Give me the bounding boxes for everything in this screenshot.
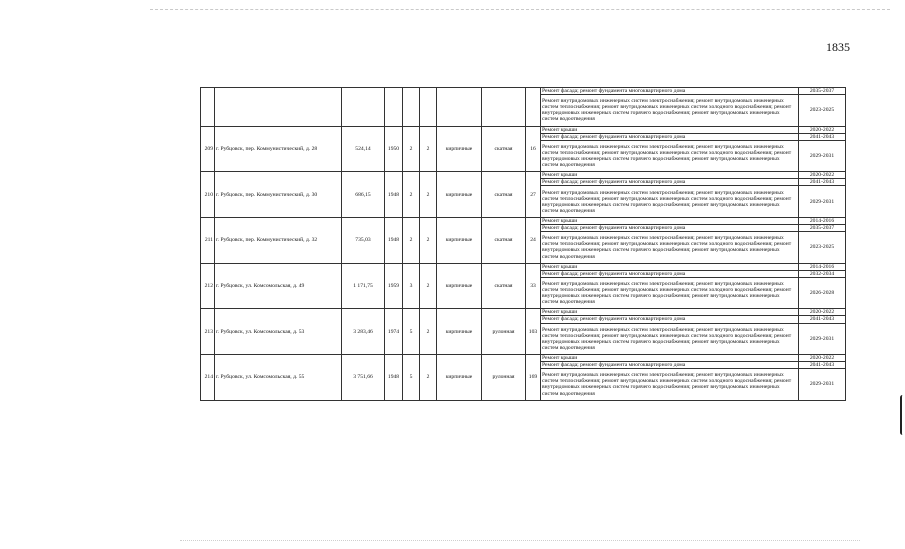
year-cell: 1948 xyxy=(385,217,403,263)
walls-cell xyxy=(437,88,482,127)
work-type-cell: Ремонт фасада; ремонт фундамента многоквартирного дома xyxy=(541,179,799,186)
roof-cell: скатная xyxy=(482,217,526,263)
work-type-cell: Ремонт крыши xyxy=(541,217,799,224)
work-type-cell: Ремонт крыши xyxy=(541,355,799,362)
area-cell: 524,14 xyxy=(342,126,385,172)
year-cell: 1959 xyxy=(385,263,403,309)
year-cell: 1974 xyxy=(385,309,403,355)
floors-cell: 5 xyxy=(403,355,420,401)
apartments-cell: 16 xyxy=(526,126,541,172)
table-row xyxy=(201,355,846,362)
address-cell xyxy=(215,88,342,127)
year-cell: 1948 xyxy=(385,172,403,218)
work-period-cell: 2032-2034 xyxy=(799,270,846,277)
work-period-cell: 2014-2016 xyxy=(799,217,846,224)
entrances-cell: 2 xyxy=(420,217,437,263)
work-period-cell: 2020-2022 xyxy=(799,309,846,316)
work-period-cell: 2026-2028 xyxy=(799,277,846,309)
address-cell: г. Рубцовск, пер. Коммунистический, д. 30 xyxy=(215,172,342,218)
table-row xyxy=(201,172,846,179)
address-cell: г. Рубцовск, пер. Коммунистический, д. 28 xyxy=(215,126,342,172)
entrances-cell xyxy=(420,88,437,127)
apartments-cell: 103 xyxy=(526,309,541,355)
work-type-cell: Ремонт внутридомовых инженерных систем электроснабжения; ремонт внутридомовых инженерных систем теплоснабжения; ремонт внутридомовых инженерных систем холодного водоснабжения; ремонт внутридомовых инженерных систем горячего водоснабжения; ремонт внутридомовых инженерных систем водоотведения xyxy=(541,95,799,127)
apartments-cell: 27 xyxy=(526,172,541,218)
walls-cell: кирпичные xyxy=(437,217,482,263)
roof-cell: скатная xyxy=(482,263,526,309)
work-period-cell: 2041-2043 xyxy=(799,179,846,186)
work-period-cell: 2041-2043 xyxy=(799,316,846,323)
year-cell xyxy=(385,88,403,127)
row-number: 210 xyxy=(201,172,215,218)
row-number: 212 xyxy=(201,263,215,309)
address-cell: г. Рубцовск, ул. Комсомольская, д. 53 xyxy=(215,309,342,355)
area-cell: 686,15 xyxy=(342,172,385,218)
page-number: 1835 xyxy=(826,40,850,54)
walls-cell: кирпичные xyxy=(437,263,482,309)
walls-cell: кирпичные xyxy=(437,172,482,218)
entrances-cell: 2 xyxy=(420,172,437,218)
row-number: 213 xyxy=(201,309,215,355)
work-type-cell: Ремонт внутридомовых инженерных систем электроснабжения; ремонт внутридомовых инженерных систем теплоснабжения; ремонт внутридомовых инженерных систем холодного водоснабжения; ремонт внутридомовых инженерных систем горячего водоснабжения; ремонт внутридомовых инженерных систем водоотведения xyxy=(541,369,799,401)
apartments-cell: 33 xyxy=(526,263,541,309)
roof-cell: рулонная xyxy=(482,309,526,355)
work-type-cell: Ремонт фасада; ремонт фундамента многоквартирного дома xyxy=(541,88,799,95)
floors-cell: 3 xyxy=(403,263,420,309)
walls-cell: кирпичные xyxy=(437,309,482,355)
floors-cell: 2 xyxy=(403,217,420,263)
work-period-cell: 2023-2025 xyxy=(799,232,846,264)
work-period-cell: 2029-2031 xyxy=(799,186,846,218)
area-cell: 3 283,46 xyxy=(342,309,385,355)
apartments-cell: 169 xyxy=(526,355,541,401)
entrances-cell: 2 xyxy=(420,263,437,309)
area-cell: 735,03 xyxy=(342,217,385,263)
address-cell: г. Рубцовск, ул. Комсомольская, д. 55 xyxy=(215,355,342,401)
work-type-cell: Ремонт крыши xyxy=(541,263,799,270)
work-period-cell: 2023-2025 xyxy=(799,95,846,127)
table-body xyxy=(201,88,846,401)
work-period-cell: 2035-2037 xyxy=(799,88,846,95)
roof-cell xyxy=(482,88,526,127)
binding-mark xyxy=(900,395,905,435)
row-number: 214 xyxy=(201,355,215,401)
work-type-cell: Ремонт внутридомовых инженерных систем электроснабжения; ремонт внутридомовых инженерных систем теплоснабжения; ремонт внутридомовых инженерных систем холодного водоснабжения; ремонт внутридомовых инженерных систем горячего водоснабжения; ремонт внутридомовых инженерных систем водоотведения xyxy=(541,232,799,264)
work-period-cell: 2041-2043 xyxy=(799,133,846,140)
roof-cell: рулонная xyxy=(482,355,526,401)
work-type-cell: Ремонт фасада; ремонт фундамента многоквартирного дома xyxy=(541,270,799,277)
floors-cell: 5 xyxy=(403,309,420,355)
work-period-cell: 2029-2031 xyxy=(799,369,846,401)
work-type-cell: Ремонт внутридомовых инженерных систем электроснабжения; ремонт внутридомовых инженерных систем теплоснабжения; ремонт внутридомовых инженерных систем холодного водоснабжения; ремонт внутридомовых инженерных систем горячего водоснабжения; ремонт внутридомовых инженерных систем водоотведения xyxy=(541,186,799,218)
work-type-cell: Ремонт фасада; ремонт фундамента многоквартирного дома xyxy=(541,362,799,369)
work-period-cell: 2020-2022 xyxy=(799,126,846,133)
work-type-cell: Ремонт внутридомовых инженерных систем электроснабжения; ремонт внутридомовых инженерных систем теплоснабжения; ремонт внутридомовых инженерных систем холодного водоснабжения; ремонт внутридомовых инженерных систем горячего водоснабжения; ремонт внутридомовых инженерных систем водоотведения xyxy=(541,140,799,172)
walls-cell: кирпичные xyxy=(437,355,482,401)
apartments-cell xyxy=(526,88,541,127)
roof-cell: скатная xyxy=(482,172,526,218)
work-period-cell: 2041-2043 xyxy=(799,362,846,369)
floors-cell xyxy=(403,88,420,127)
work-period-cell: 2035-2037 xyxy=(799,225,846,232)
area-cell: 3 751,66 xyxy=(342,355,385,401)
work-type-cell: Ремонт внутридомовых инженерных систем электроснабжения; ремонт внутридомовых инженерных систем теплоснабжения; ремонт внутридомовых инженерных систем холодного водоснабжения; ремонт внутридомовых инженерных систем горячего водоснабжения; ремонт внутридомовых инженерных систем водоотведения xyxy=(541,277,799,309)
work-period-cell: 2020-2022 xyxy=(799,355,846,362)
entrances-cell: 2 xyxy=(420,309,437,355)
row-number: 211 xyxy=(201,217,215,263)
work-period-cell: 2020-2022 xyxy=(799,172,846,179)
floors-cell: 2 xyxy=(403,172,420,218)
work-type-cell: Ремонт фасада; ремонт фундамента многоквартирного дома xyxy=(541,225,799,232)
entrances-cell: 2 xyxy=(420,126,437,172)
work-type-cell: Ремонт фасада; ремонт фундамента многоквартирного дома xyxy=(541,133,799,140)
work-type-cell: Ремонт внутридомовых инженерных систем электроснабжения; ремонт внутридомовых инженерных систем теплоснабжения; ремонт внутридомовых инженерных систем холодного водоснабжения; ремонт внутридомовых инженерных систем горячего водоснабжения; ремонт внутридомовых инженерных систем водоотведения xyxy=(541,323,799,355)
work-period-cell: 2029-2031 xyxy=(799,140,846,172)
address-cell: г. Рубцовск, ул. Комсомольская, д. 49 xyxy=(215,263,342,309)
floors-cell: 2 xyxy=(403,126,420,172)
work-type-cell: Ремонт крыши xyxy=(541,126,799,133)
scan-top-artifact xyxy=(150,9,890,10)
work-type-cell: Ремонт крыши xyxy=(541,172,799,179)
table-row xyxy=(201,263,846,270)
table-row xyxy=(201,309,846,316)
work-period-cell: 2014-2016 xyxy=(799,263,846,270)
address-cell: г. Рубцовск, пер. Коммунистический, д. 32 xyxy=(215,217,342,263)
year-cell: 1948 xyxy=(385,355,403,401)
area-cell xyxy=(342,88,385,127)
year-cell: 1950 xyxy=(385,126,403,172)
roof-cell: скатная xyxy=(482,126,526,172)
walls-cell: кирпичные xyxy=(437,126,482,172)
work-type-cell: Ремонт фасада; ремонт фундамента многоквартирного дома xyxy=(541,316,799,323)
entrances-cell: 2 xyxy=(420,355,437,401)
apartments-cell: 24 xyxy=(526,217,541,263)
row-number: 209 xyxy=(201,126,215,172)
area-cell: 1 171,75 xyxy=(342,263,385,309)
work-period-cell: 2029-2031 xyxy=(799,323,846,355)
capital-repair-table xyxy=(200,87,846,401)
table-row xyxy=(201,126,846,133)
table-row xyxy=(201,88,846,95)
scan-bottom-artifact xyxy=(180,540,860,541)
row-number xyxy=(201,88,215,127)
work-type-cell: Ремонт крыши xyxy=(541,309,799,316)
table-row xyxy=(201,217,846,224)
